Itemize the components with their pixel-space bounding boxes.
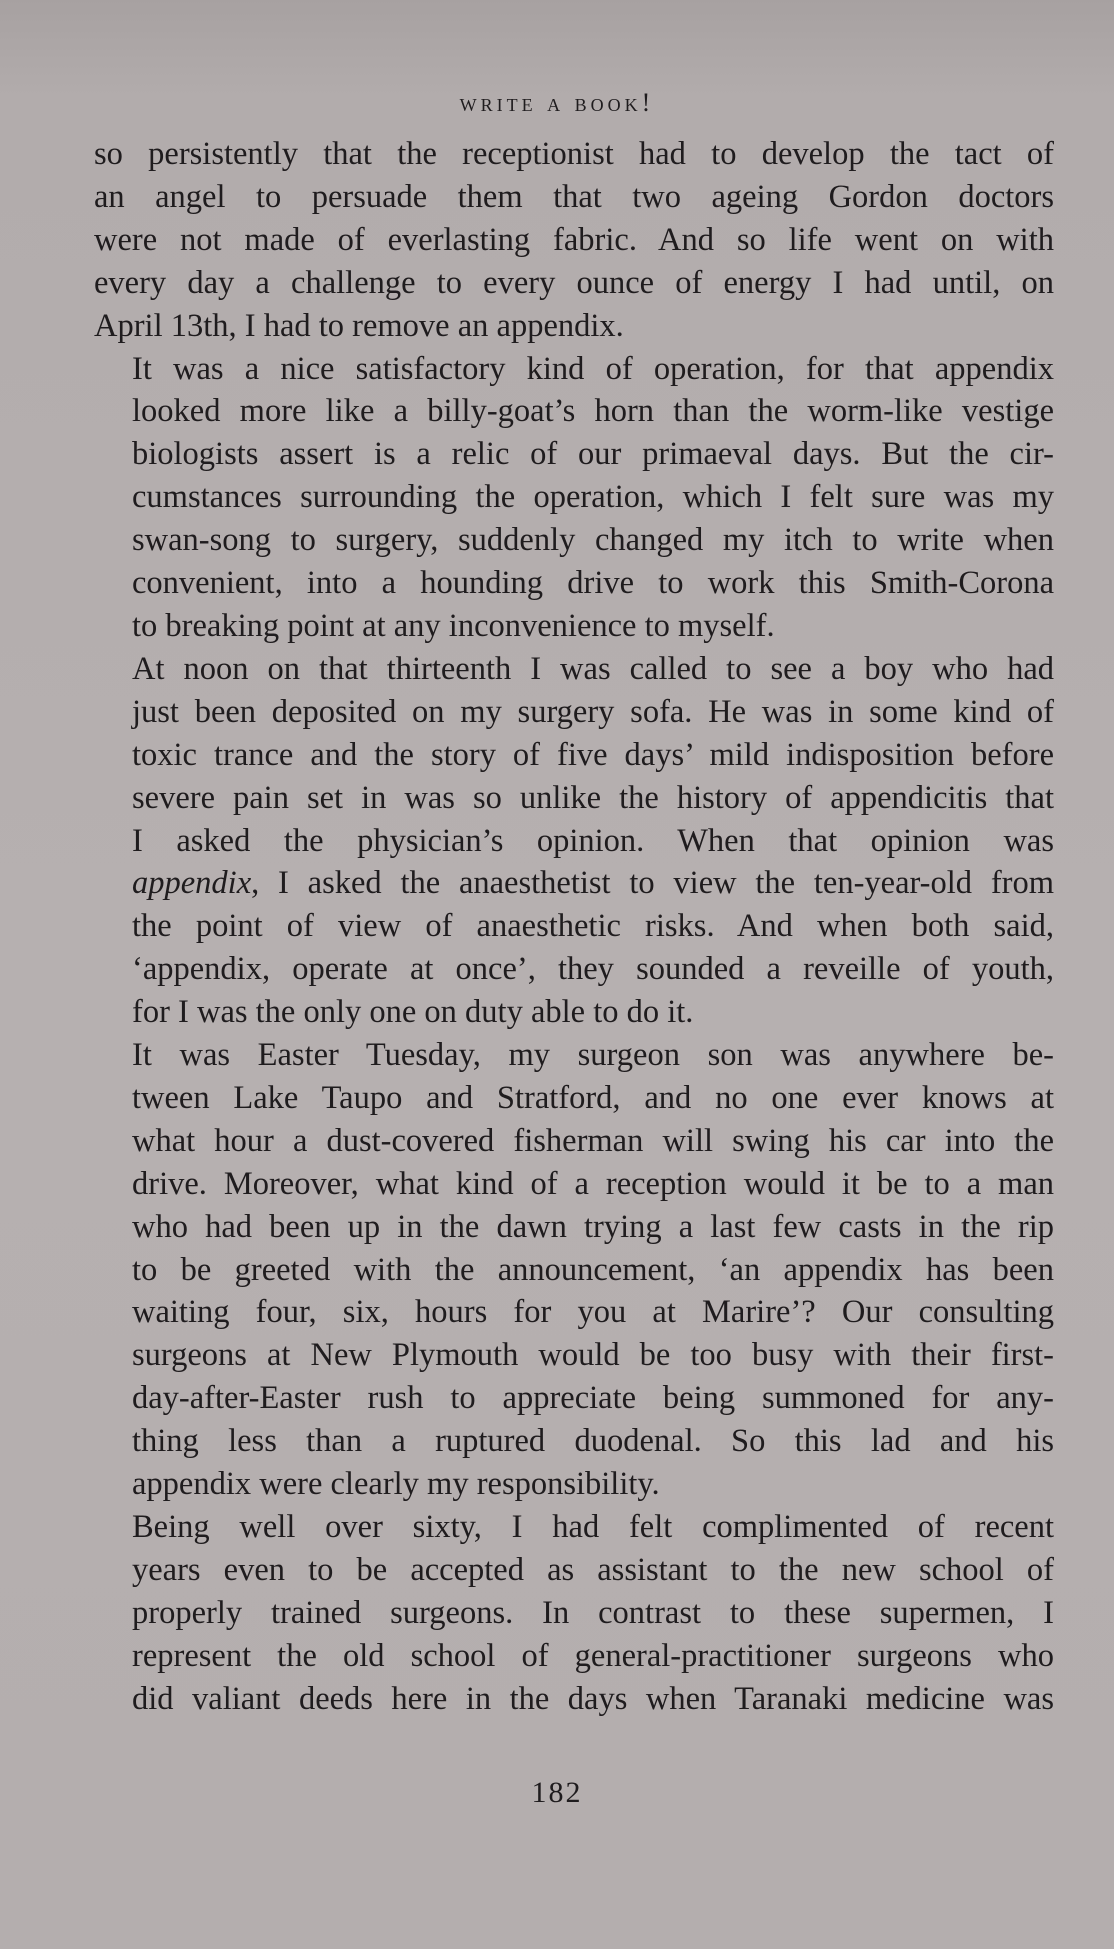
text-line: It was a nice satisfactory kind of operation, for that appendix [132, 350, 1054, 387]
page-number: 182 [531, 1776, 583, 1809]
body-text [94, 133, 1054, 1721]
paragraph [94, 133, 1054, 348]
text-line: the point of view of anaesthetic risks. And when both said, [132, 908, 1054, 945]
text-line: tween Lake Taupo and Stratford, and no one ever knows at [132, 1079, 1054, 1116]
text-line: an angel to persuade them that two ageing Gordon doctors [94, 178, 1054, 215]
text-line: severe pain set in was so unlike the history of appendicitis that [132, 779, 1054, 816]
text-line: ‘appendix, operate at once’, they sounded a reveille of youth, [132, 951, 1054, 988]
text-line: waiting four, six, hours for you at Marire’? Our consulting [132, 1294, 1054, 1331]
text-line: represent the old school of general-practitioner surgeons who [132, 1637, 1054, 1674]
text-line: so persistently that the receptionist had to develop the tact of [94, 136, 1054, 172]
text-line: convenient, into a hounding drive to work this Smith-Corona [132, 565, 1054, 602]
text-line: appendix were clearly my responsibility. [132, 1466, 660, 1503]
text-line: I asked the physician’s opinion. When that opinion was [132, 822, 1054, 859]
text-line: Being well over sixty, I had felt complimented of recent [132, 1509, 1054, 1545]
text-line: cumstances surrounding the operation, which I felt sure was my [132, 479, 1054, 516]
paragraph [94, 348, 1054, 648]
text-line: to be greeted with the announcement, ‘an appendix has been [132, 1251, 1054, 1288]
running-head: write a book! [459, 88, 655, 117]
text-line: looked more like a billy-goat’s horn than the worm-like vestige [132, 393, 1054, 430]
text-line: what hour a dust-covered fisherman will swing his car into the [132, 1122, 1054, 1159]
text-line: appendix, I asked the anaesthetist to view the ten-year-old from [132, 865, 1054, 902]
text-line: for I was the only one on duty able to do it. [132, 994, 694, 1031]
text-line: swan-song to surgery, suddenly changed my itch to write when [132, 522, 1054, 559]
text-line: years even to be accepted as assistant to the new school of [132, 1551, 1054, 1588]
text-line: every day a challenge to every ounce of energy I had until, on [94, 264, 1054, 301]
text-line: April 13th, I had to remove an appendix. [94, 307, 624, 344]
text-line: did valiant deeds here in the days when Taranaki medicine was [132, 1680, 1054, 1717]
paragraph [94, 1034, 1054, 1506]
text-line: toxic trance and the story of five days’ mild indisposition before [132, 736, 1054, 773]
text-line: At noon on that thirteenth I was called to see a boy who had [132, 650, 1054, 687]
text-line: day-after-Easter rush to appreciate being summoned for any- [132, 1380, 1054, 1417]
paragraph [94, 648, 1054, 1034]
text-line: thing less than a ruptured duodenal. So this lad and his [132, 1423, 1054, 1460]
text-line: just been deposited on my surgery sofa. He was in some kind of [132, 693, 1054, 730]
text-line: drive. Moreover, what kind of a reception would it be to a man [132, 1165, 1054, 1202]
text-line: properly trained surgeons. In contrast to these supermen, I [132, 1594, 1054, 1631]
text-line: surgeons at New Plymouth would be too busy with their first- [132, 1337, 1054, 1374]
text-line: were not made of everlasting fabric. And so life went on with [94, 221, 1054, 258]
text-line: biologists assert is a relic of our primaeval days. But the cir- [132, 436, 1054, 473]
text-line: It was Easter Tuesday, my surgeon son was anywhere be- [132, 1037, 1054, 1074]
paragraph [94, 1506, 1054, 1721]
text-line: who had been up in the dawn trying a last few casts in the rip [132, 1208, 1054, 1245]
text-line: to breaking point at any inconvenience to myself. [132, 607, 775, 644]
